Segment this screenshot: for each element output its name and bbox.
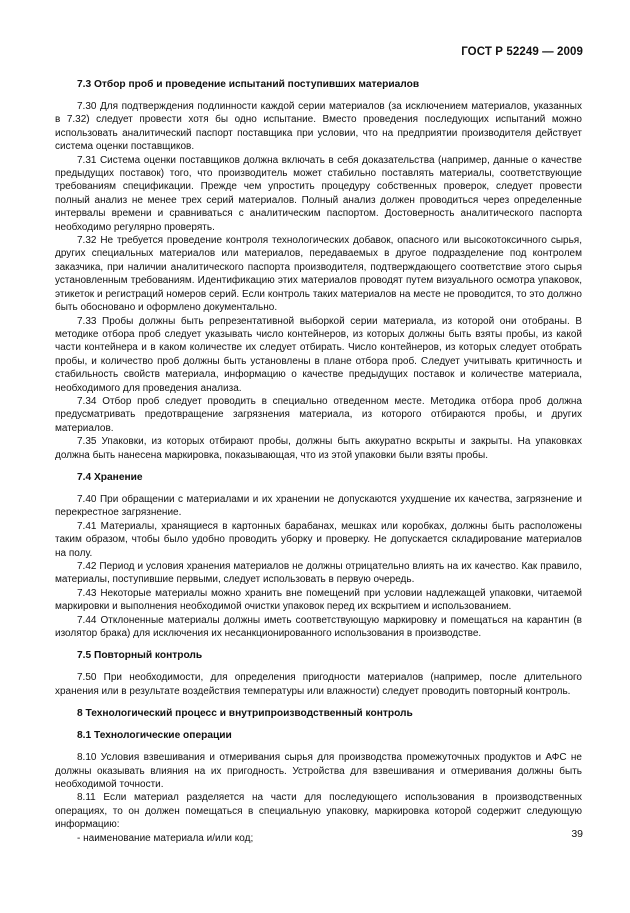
paragraph-7-44: 7.44 Отклоненные материалы должны иметь соответствующую маркировку и помещаться на карантин (в изолятор брака) для исключения их несанкционированного использования в производстве.	[55, 614, 582, 640]
standard-header: ГОСТ Р 52249 — 2009	[461, 46, 583, 58]
paragraph-7-42: 7.42 Период и условия хранения материалов не должны отрицательно влиять на их качество. Как правило, материалы, поступившие первыми, следует использовать в первую очередь.	[55, 561, 582, 586]
paragraph-7-40: 7.40 При обращении с материалами и их хранении не допускаются ухудшение их качества, загрязнение и перекрестное загрязнение.	[55, 493, 582, 519]
section-heading-7-5: 7.5 Повторный контроль	[77, 650, 203, 662]
paragraph-7-32: 7.32 Не требуется проведение контроля технологических добавок, опасного или высокотоксичного сырья, других специальных материалов или материалов, передаваемых в другое подразделение под контролем заказчика, при наличии аналитического паспорта производителя, подтверждающего соответствие этого сырья установленным требованиям. Идентификацию этих материалов проводят путем визуального осмотра упаковок, этикеток и регистраций номеров серий. Если контроль таких материалов на месте не проводится, то это должно быть обосновано и оформлено документально.	[55, 235, 582, 314]
paragraph-8-11: 8.11 Если материал разделяется на части для последующего использования в производственных операциях, то он должен помещаться в специальную упаковку, маркировка которой содержит следующую информацию:	[55, 792, 582, 831]
section-heading-8-1: 8.1 Технологические операции	[77, 730, 232, 742]
paragraph-7-35: 7.35 Упаковки, из которых отбирают пробы, должны быть аккуратно вскрыты и закрыты. На упаковках должна быть нанесена маркировка, показывающая, что из этой упаковки были взяты пробы.	[55, 436, 582, 461]
paragraph-7-33: 7.33 Пробы должны быть репрезентативной выборкой серии материала, из которой они отобраны. В методике отбора проб следует указывать число контейнеров, из которых должны быть взяты пробы, из какой части контейнера и в каком количестве их следует отбирать. Число контейнеров, из которых следует отобрать пробы, и количество проб должны быть установлены в плане отбора проб. Следует учитывать критичность и стабильность свойств материала, информацию о качестве предыдущих поставок и количестве материала, необходимого для проведения анализа.	[55, 315, 582, 394]
section-heading-8: 8 Технологический процесс и внутрипроизводственный контроль	[77, 708, 413, 720]
section-heading-7-3: 7.3 Отбор проб и проведение испытаний поступивших материалов	[77, 79, 420, 90]
paragraph-8-10: 8.10 Условия взвешивания и отмеривания сырья для производства промежуточных продуктов и АФС не должны оказывать влияния на их пригодность. Устройства для взвешивания и отмеривания должны быть необходимой точности.	[55, 752, 582, 791]
paragraph-7-43: 7.43 Некоторые материалы можно хранить вне помещений при условии надлежащей упаковки, читаемой маркировки и выполнения необходимой очистки упаковок перед их вскрытием и использованием.	[55, 587, 582, 613]
page-content	[55, 78, 582, 845]
paragraph-7-30: 7.30 Для подтверждения подлинности каждой серии материалов (за исключением материалов, указанных в 7.32) следует провести хотя бы одно испытание. Вместо проведения последующих испытаний можно использовать аналитический паспорт поставщика при условии, что на предприятии производителя действует система оценки поставщиков.	[55, 101, 582, 153]
paragraph-7-34: 7.34 Отбор проб следует проводить в специально отведенном месте. Методика отбора проб должна предусматривать предотвращение загрязнения материала, из которого отбираются пробы, и других материалов.	[55, 395, 582, 434]
paragraph-7-41: 7.41 Материалы, хранящиеся в картонных барабанах, мешках или коробках, должны быть расположены таким образом, чтобы было удобно проводить уборку и проверку. Не допускается складирование материалов на полу.	[55, 520, 582, 559]
paragraph-7-31: 7.31 Система оценки поставщиков должна включать в себя доказательства (например, данные о качестве предыдущих поставок) того, что производитель может стабильно поставлять материалы, соответствующие требованиям спецификации. Прежде чем упростить процедуру собственных проверок, следует провести полный анализ не менее трех серий материалов. Полный анализ должен проводиться через определенные интервалы времени и сравниваться с аналитическим паспортом. Достоверность аналитического паспорта необходимо регулярно проверять.	[55, 154, 582, 233]
page-number: 39	[571, 828, 583, 840]
paragraph-7-50: 7.50 При необходимости, для определения пригодности материалов (например, после длительного хранения или в результате воздействия температуры или влажности) следует проводить повторный контроль.	[55, 672, 582, 697]
section-heading-7-4: 7.4 Хранение	[77, 471, 143, 483]
list-item: - наименование материала и/или код;	[77, 832, 254, 844]
